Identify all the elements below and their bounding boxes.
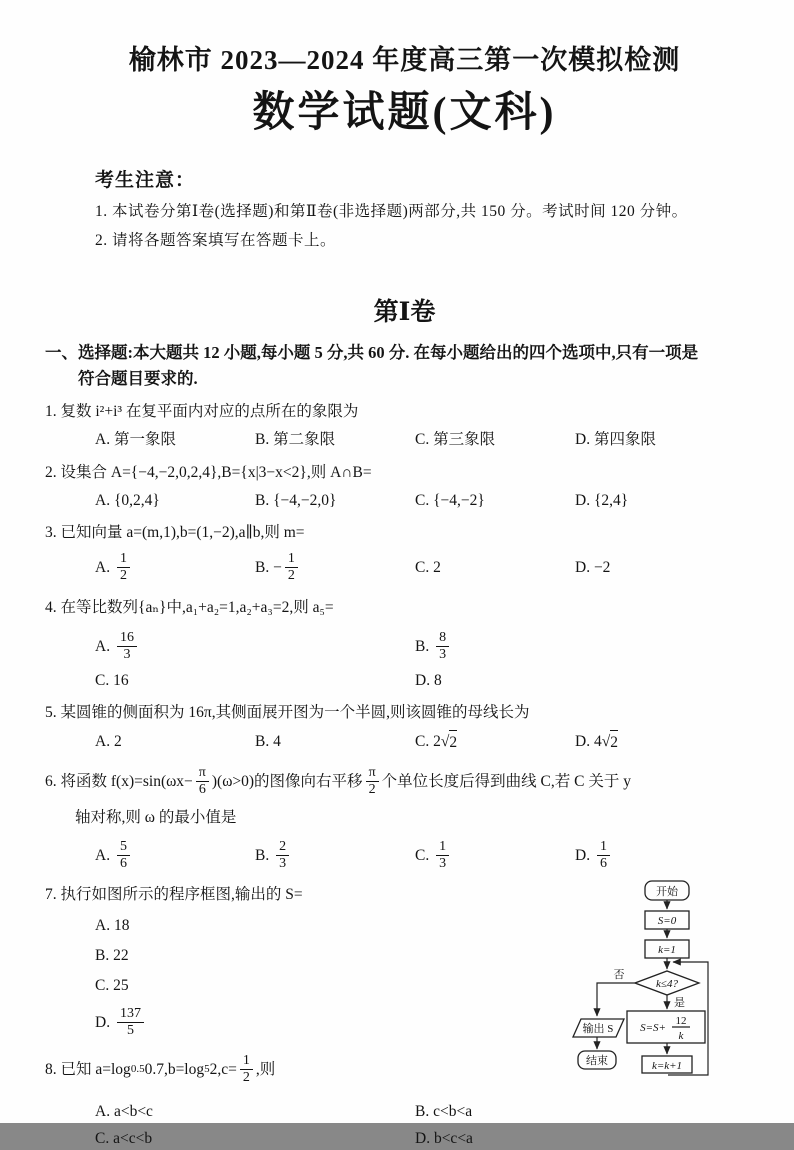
question-6 [45,763,764,875]
q1-option-a: A. 第一象限 [95,431,176,449]
q5-stem: 5. 某圆锥的侧面积为 16π,其侧面展开图为一个半圆,则该圆锥的母线长为 [45,704,530,722]
q6-option-b: B. $\frac{2}{3}$ [255,837,415,874]
section1-line2: 符合题目要求的. [78,368,198,388]
q8-option-b: B. c<b<a [415,1102,473,1120]
q4-option-c: C. 16 [95,672,129,689]
notice-item-1: 1. 本试卷分第Ⅰ卷(选择题)和第Ⅱ卷(非选择题)两部分,共 150 分。考试时间 120 分钟。 [95,203,688,220]
fraction: $\frac{1}{2}$ [285,551,298,584]
q4-option-a: A. $\frac{16}{3}$ [95,628,415,665]
q7-option-b: B. 22 [95,946,129,964]
flow-init-k-label: k=1 [658,944,676,957]
fraction: $\frac{\pi}{2}$ [366,765,379,798]
fraction: $\frac{1}{6}$ [597,839,610,872]
question-3 [45,521,764,586]
q3-option-c: C. 2 [415,559,441,577]
notice-item-2: 2. 请将各题答案填写在答题卡上。 [95,232,337,249]
fraction: $\frac{1}{2}$ [117,551,130,584]
q8-option-c: C. a<c<b [95,1130,153,1147]
q2-stem: 2. 设集合 A={−4,−2,0,2,4},B={x|3−x<2},则 A∩B= [45,463,372,481]
q5-option-a: A. 2 [95,733,122,750]
q2-option-d: D. {2,4} [575,491,629,509]
flow-start-label: 开始 [656,886,678,899]
q4-stem: 4. 在等比数列{aₙ}中,a₁+a₂=1,a₂+a₃=2,则 a₅= [45,598,334,616]
q5-option-d: D. 4√ 2 [575,730,764,754]
fraction: $\frac{137}{5}$ [117,1006,144,1039]
q2-option-c: C. {−4,−2} [415,491,485,509]
q6-option-c: C. $\frac{1}{3}$ [415,837,575,874]
log-base: 5 [204,1062,210,1075]
notice-heading: 考生注意： [95,170,196,191]
fraction: $\frac{1}{3}$ [436,839,449,872]
q7-option-c: C. 25 [95,977,129,995]
q5-option-b: B. 4 [255,733,281,750]
q1-option-d: D. 第四象限 [575,431,656,449]
flow-condition-label: k≤4? [656,978,678,991]
flow-init-s-label: S=0 [657,915,677,928]
flow-no-label: 否 [613,969,625,982]
question-1 [45,400,764,452]
q7-q8-block [45,883,764,1150]
section1-heading [45,340,764,391]
part1-heading: 第Ⅰ卷 [373,299,436,326]
flow-body-node [627,1011,705,1043]
q3-option-a: A. $\frac{1}{2}$ [95,549,255,586]
flow-body-frac-den: k [678,1030,684,1043]
q1-option-c: C. 第三象限 [415,431,496,449]
q1-option-b: B. 第二象限 [255,431,336,449]
section1-line1: 一、选择题:本大题共 12 小题,每小题 5 分,共 60 分. 在每小题给出的四个选项中,只有一项是 [45,343,699,362]
flow-body-frac-num: 12 [675,1015,687,1028]
candidate-notice [95,165,764,250]
q8-option-d: D. b<c<a [415,1130,473,1147]
q6-stem-line2: 轴对称,则 ω 的最小值是 [75,808,237,826]
flow-increment-label: k=k+1 [651,1060,683,1073]
q4-option-b: B. $\frac{8}{3}$ [415,628,764,665]
fraction: $\frac{5}{6}$ [117,839,130,872]
fraction: $\frac{16}{3}$ [117,630,137,663]
radicand: 2 [610,730,618,754]
flow-end-label: 结束 [586,1055,608,1068]
flow-body-expr: S=S+ [640,1022,666,1035]
q7-option-a: A. 18 [95,916,130,934]
log-base: 0.5 [130,1062,145,1075]
program-flowchart [540,873,755,1088]
fraction: $\frac{8}{3}$ [436,630,449,663]
question-4 [45,596,764,693]
radicand: 2 [449,730,457,754]
q6-stem-line1: 6. 将函数 f(x)=sin(ωx− $\frac{\pi}{6}$ )(ω>0)的图像向右平移 $\frac{\pi}{2}$ 个单位长度后得到曲线 C,若 C 关于 y [45,764,631,797]
q5-option-c: C. 2√ 2 [415,730,575,754]
q8-option-a: A. a<b<c [95,1102,153,1120]
q6-option-a: A. $\frac{5}{6}$ [95,837,255,874]
q2-option-b: B. {−4,−2,0} [255,491,337,509]
q3-stem: 3. 已知向量 a=(m,1),b=(1,−2),a∥b,则 m= [45,524,305,542]
flow-output-label: 输出 S [582,1023,614,1036]
question-2 [45,461,764,513]
q4-option-d: D. 8 [415,672,442,689]
exam-subject-title: 数学试题(文科) [252,90,557,136]
q8-stem: 8. 已知 a=log 0.5 0.7,b=log 5 2,c= $\frac{1}{2}$ ,则 [45,1052,276,1085]
exam-title: 榆林市 2023—2024 年度高三第一次模拟检测 [128,45,681,75]
question-5 [45,701,764,754]
fraction: $\frac{2}{3}$ [276,839,289,872]
q7-stem: 7. 执行如图所示的程序框图,输出的 S= [45,886,303,904]
q3-option-b: B. − $\frac{1}{2}$ [255,549,415,586]
q3-option-d: D. −2 [575,559,611,577]
q6-option-d: D. $\frac{1}{6}$ [575,837,764,874]
flow-yes-label: 是 [674,997,685,1010]
q1-stem: 1. 复数 i²+i³ 在复平面内对应的点所在的象限为 [45,403,359,421]
fraction: $\frac{\pi}{6}$ [196,765,209,798]
q7-option-d: D. $\frac{137}{5}$ [95,1004,764,1041]
q2-option-a: A. {0,2,4} [95,491,160,509]
fraction: $\frac{1}{2}$ [240,1053,253,1086]
